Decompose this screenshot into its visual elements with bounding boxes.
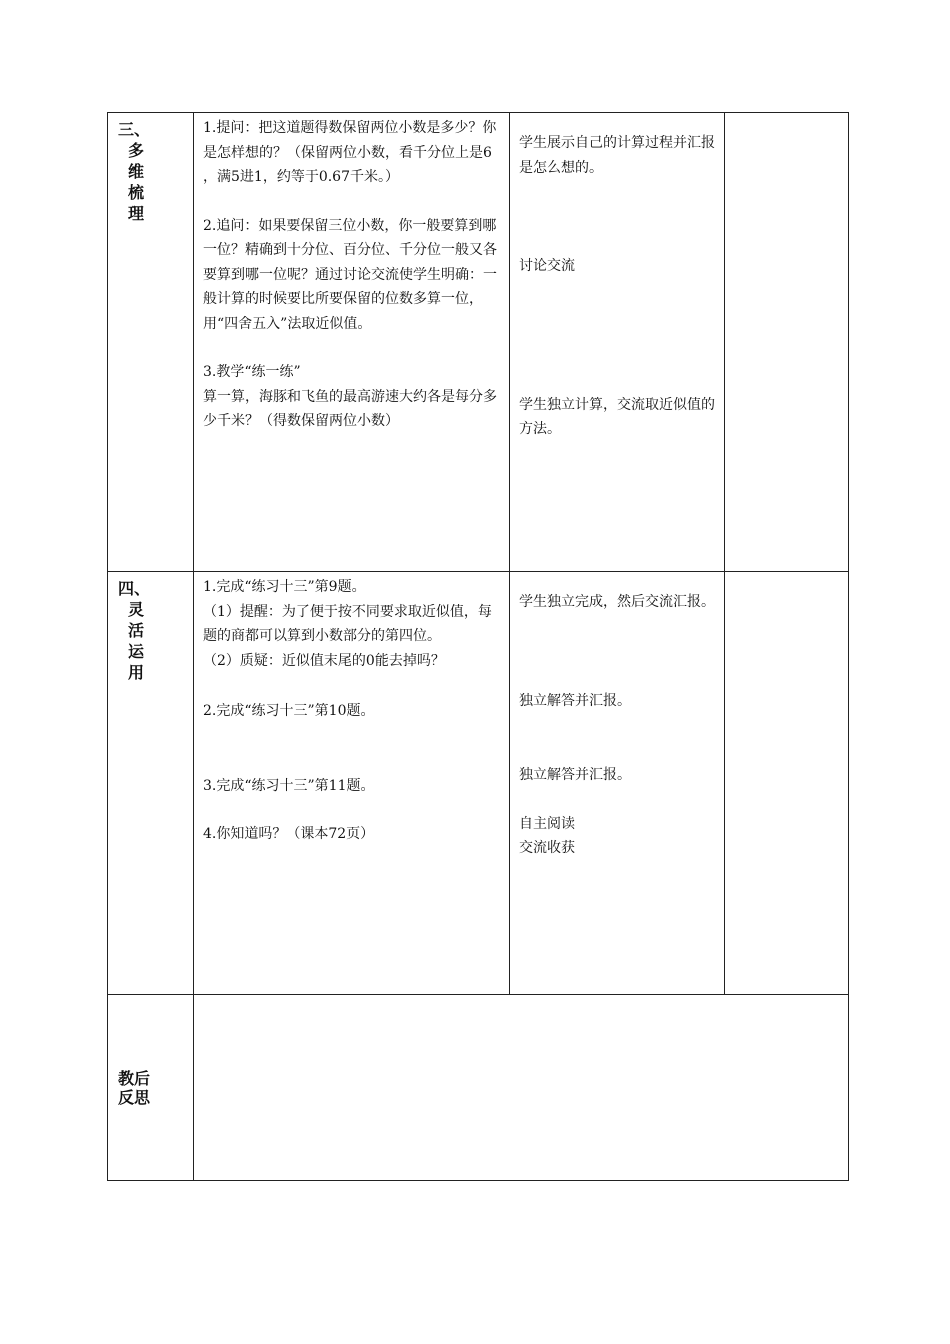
stage-char: 运 (128, 642, 145, 661)
student-activity-cell (510, 113, 725, 572)
teaching-paragraph: 3.教学“练一练” (203, 364, 301, 380)
stage-label (108, 113, 193, 224)
student-activity-text: 学生展示自己的计算过程并汇报是怎么想的。 (519, 135, 715, 176)
paragraph-gap (203, 190, 503, 214)
teaching-paragraph: 2.完成“练习十三”第10题。 (203, 703, 375, 719)
student-activity-text: 讨论交流 (519, 258, 575, 274)
paragraph-gap (203, 336, 503, 360)
reflection-label: 教后 (118, 1068, 151, 1088)
teaching-paragraph: 3.完成“练习十三”第11题。 (203, 777, 375, 794)
student-activity-cell (510, 572, 725, 995)
reflection-label: 反思 (118, 1087, 151, 1107)
stage-number: 三、 (118, 120, 151, 139)
paragraph-gap (203, 673, 503, 699)
teaching-paragraph: 2.追问：如果要保留三位小数，你一般要算到哪一位？精确到十分位、百分位、千分位一般又各要算到哪一位呢？通过讨论交流使学生明确：一般计算的时候要比所要保留的位数多算一位，用“四舍五入”法取近似值。 (203, 217, 497, 332)
stage-char: 理 (128, 204, 145, 223)
student-activity-text: 交流收获 (519, 840, 575, 856)
notes-cell (725, 572, 849, 995)
student-activity-text: 学生独立完成，然后交流汇报。 (519, 594, 715, 610)
notes-cell (725, 113, 849, 572)
lesson-plan-table (107, 112, 849, 1181)
stage-char: 维 (128, 162, 145, 181)
teaching-activity-cell (194, 113, 510, 572)
stage-number: 四、 (118, 579, 151, 598)
reflection-row (108, 995, 849, 1181)
paragraph-gap (519, 713, 718, 763)
paragraph-gap (519, 180, 718, 254)
reflection-label-cell (108, 995, 194, 1181)
paragraph-gap (203, 798, 503, 822)
student-activity-text: 独立解答并汇报。 (519, 767, 631, 783)
paragraph-gap (519, 279, 718, 393)
reflection-content-cell (194, 995, 849, 1181)
paragraph-gap (203, 724, 503, 774)
student-activity-text: 学生独立计算，交流取近似值的方法。 (519, 396, 715, 437)
stage-char: 梳 (128, 183, 145, 202)
stage-char: 用 (128, 663, 145, 682)
stage-label-cell (108, 572, 194, 995)
student-activity-text: 独立解答并汇报。 (519, 692, 631, 709)
stage-row-3 (108, 113, 849, 572)
teaching-paragraph: （2）质疑：近似值末尾的0能去掉吗？ (203, 652, 445, 669)
teaching-paragraph: 1.完成“练习十三”第9题。 (203, 579, 366, 595)
teaching-paragraph: 1.提问：把这道题得数保留两位小数是多少？你是怎样想的？（保留两位小数，看千分位上是6 ，满5进1，约等于0.67千米。） (203, 120, 497, 185)
stage-label (108, 572, 193, 683)
teaching-paragraph: （1）提醒：为了便于按不同要求取近似值，每题的商都可以算到小数部分的第四位。 (203, 603, 492, 644)
student-activity-text: 自主阅读 (519, 815, 575, 832)
teaching-paragraph: 算一算，海豚和飞鱼的最高游速大约各是每分多少千米？（得数保留两位小数） (203, 388, 497, 429)
teaching-activity-cell (194, 572, 510, 995)
stage-char: 灵 (128, 600, 145, 619)
stage-label-cell (108, 113, 194, 572)
stage-char: 活 (128, 621, 145, 640)
stage-char: 多 (128, 141, 145, 160)
paragraph-gap (519, 615, 718, 689)
stage-row-4 (108, 572, 849, 995)
teaching-paragraph: 4.你知道吗？（课本72页） (203, 826, 375, 842)
paragraph-gap (519, 788, 718, 812)
